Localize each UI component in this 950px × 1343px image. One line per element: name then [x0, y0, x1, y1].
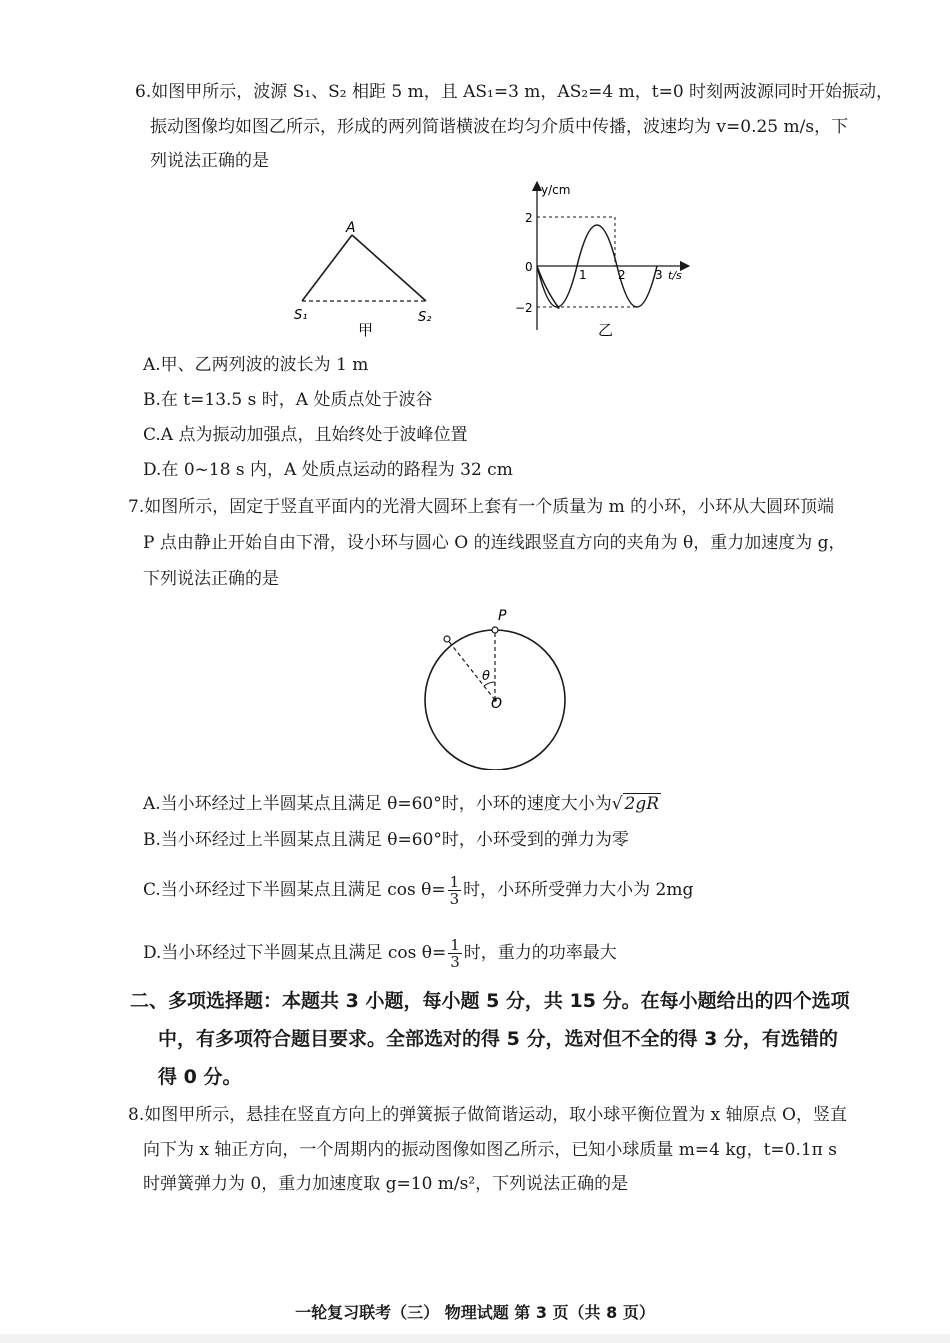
q7-option-c-post: 时，小环所受弹力大小为 2mg	[463, 880, 694, 900]
q6-figure-jia	[290, 215, 440, 340]
q6-option-a[interactable]: A.甲、乙两列波的波长为 1 m	[143, 355, 369, 375]
y-axis-label: y/cm	[541, 183, 571, 197]
q7-option-d-pre: D.当小环经过下半圆某点且满足 cos θ=	[143, 943, 447, 963]
tick-t-2: 2	[618, 268, 626, 282]
label-O: O	[491, 696, 503, 712]
label-P: P	[498, 608, 507, 624]
label-S2: S₂	[418, 310, 432, 325]
label-theta: θ	[482, 669, 490, 684]
tick-y-0: 0	[525, 260, 533, 274]
fraction-one-third: $\frac{1}{3}$	[450, 936, 460, 971]
tick-t-1: 1	[579, 268, 587, 282]
tick-y-neg2: −2	[515, 301, 533, 315]
scan-edge	[0, 1334, 950, 1343]
section2-heading-line2: 中，有多项符合题目要求。全部选对的得 5 分，选对但不全的得 3 分，有选错的	[158, 1028, 838, 1050]
q7-circle-figure	[405, 600, 585, 770]
q7-option-d[interactable]	[143, 937, 617, 970]
q6-option-c[interactable]: C.A 点为振动加强点，且始终处于波峰位置	[143, 425, 468, 445]
q7-option-d-post: 时，重力的功率最大	[463, 943, 617, 963]
q8-stem-line2: 向下为 x 轴正方向，一个周期内的振动图像如图乙所示，已知小球质量 m=4 kg，t=0.1π s	[143, 1140, 837, 1160]
t-axis-label: t/s	[668, 269, 682, 282]
q7-option-b[interactable]: B.当小环经过上半圆某点且满足 θ=60°时，小环受到的弹力为零	[143, 830, 629, 850]
point-P-marker	[492, 627, 498, 633]
q6-figure-yi	[505, 180, 695, 340]
q7-stem-line2: P 点由静止开始自由下滑，设小环与圆心 O 的连线跟竖直方向的夹角为 θ，重力加速度为 g，	[143, 533, 846, 553]
tick-t-3: 3	[655, 268, 663, 282]
caption-yi: 乙	[598, 321, 614, 339]
line-A-S2	[352, 235, 426, 301]
q8-stem-line3: 时弹簧弹力为 0，重力加速度取 g=10 m/s²，下列说法正确的是	[143, 1174, 629, 1194]
section2-heading-line1: 二、多项选择题：本题共 3 小题，每小题 5 分，共 15 分。在每小题给出的四个选项	[130, 990, 850, 1012]
q6-option-b[interactable]: B.在 t=13.5 s 时，A 处质点处于波谷	[143, 390, 433, 410]
q7-option-a[interactable]	[143, 792, 661, 816]
q7-option-c[interactable]	[143, 874, 693, 907]
q6-stem-line3: 列说法正确的是	[150, 151, 269, 171]
fraction-one-third: $\frac{1}{3}$	[449, 873, 460, 908]
label-S1: S₁	[294, 308, 308, 323]
page-footer: 一轮复习联考（三） 物理试题 第 3 页（共 8 页）	[295, 1303, 655, 1322]
q7-option-c-pre: C.当小环经过下半圆某点且满足 cos θ=	[143, 880, 446, 900]
small-ring	[444, 636, 450, 642]
q8-stem-line1: 8.如图甲所示，悬挂在竖直方向上的弹簧振子做简谐运动，取小球平衡位置为 x 轴原点 O，竖直	[128, 1105, 847, 1125]
q6-stem-line1: 6.如图甲所示，波源 S₁、S₂ 相距 5 m，且 AS₁=3 m，AS₂=4 m，t=0 时刻两波源同时开始振动，	[135, 82, 894, 102]
sqrt-2gR: √ 2gR	[611, 794, 660, 814]
q7-stem-line1: 7.如图所示，固定于竖直平面内的光滑大圆环上套有一个质量为 m 的小环，小环从大圆环顶端	[128, 497, 835, 517]
q6-option-d[interactable]: D.在 0~18 s 内，A 处质点运动的路程为 32 cm	[143, 460, 513, 480]
section2-heading-line3: 得 0 分。	[158, 1066, 242, 1088]
line-A-S1	[302, 235, 352, 301]
q7-option-a-text: A.当小环经过上半圆某点且满足 θ=60°时，小环的速度大小为	[143, 794, 612, 814]
label-A: A	[346, 220, 356, 236]
caption-jia: 甲	[358, 321, 374, 339]
q7-stem-line3: 下列说法正确的是	[143, 569, 279, 589]
q6-stem-line2: 振动图像均如图乙所示，形成的两列简谐横波在均匀介质中传播，波速均为 v=0.25 m/s，下	[150, 117, 849, 137]
tick-y-2: 2	[525, 211, 533, 225]
